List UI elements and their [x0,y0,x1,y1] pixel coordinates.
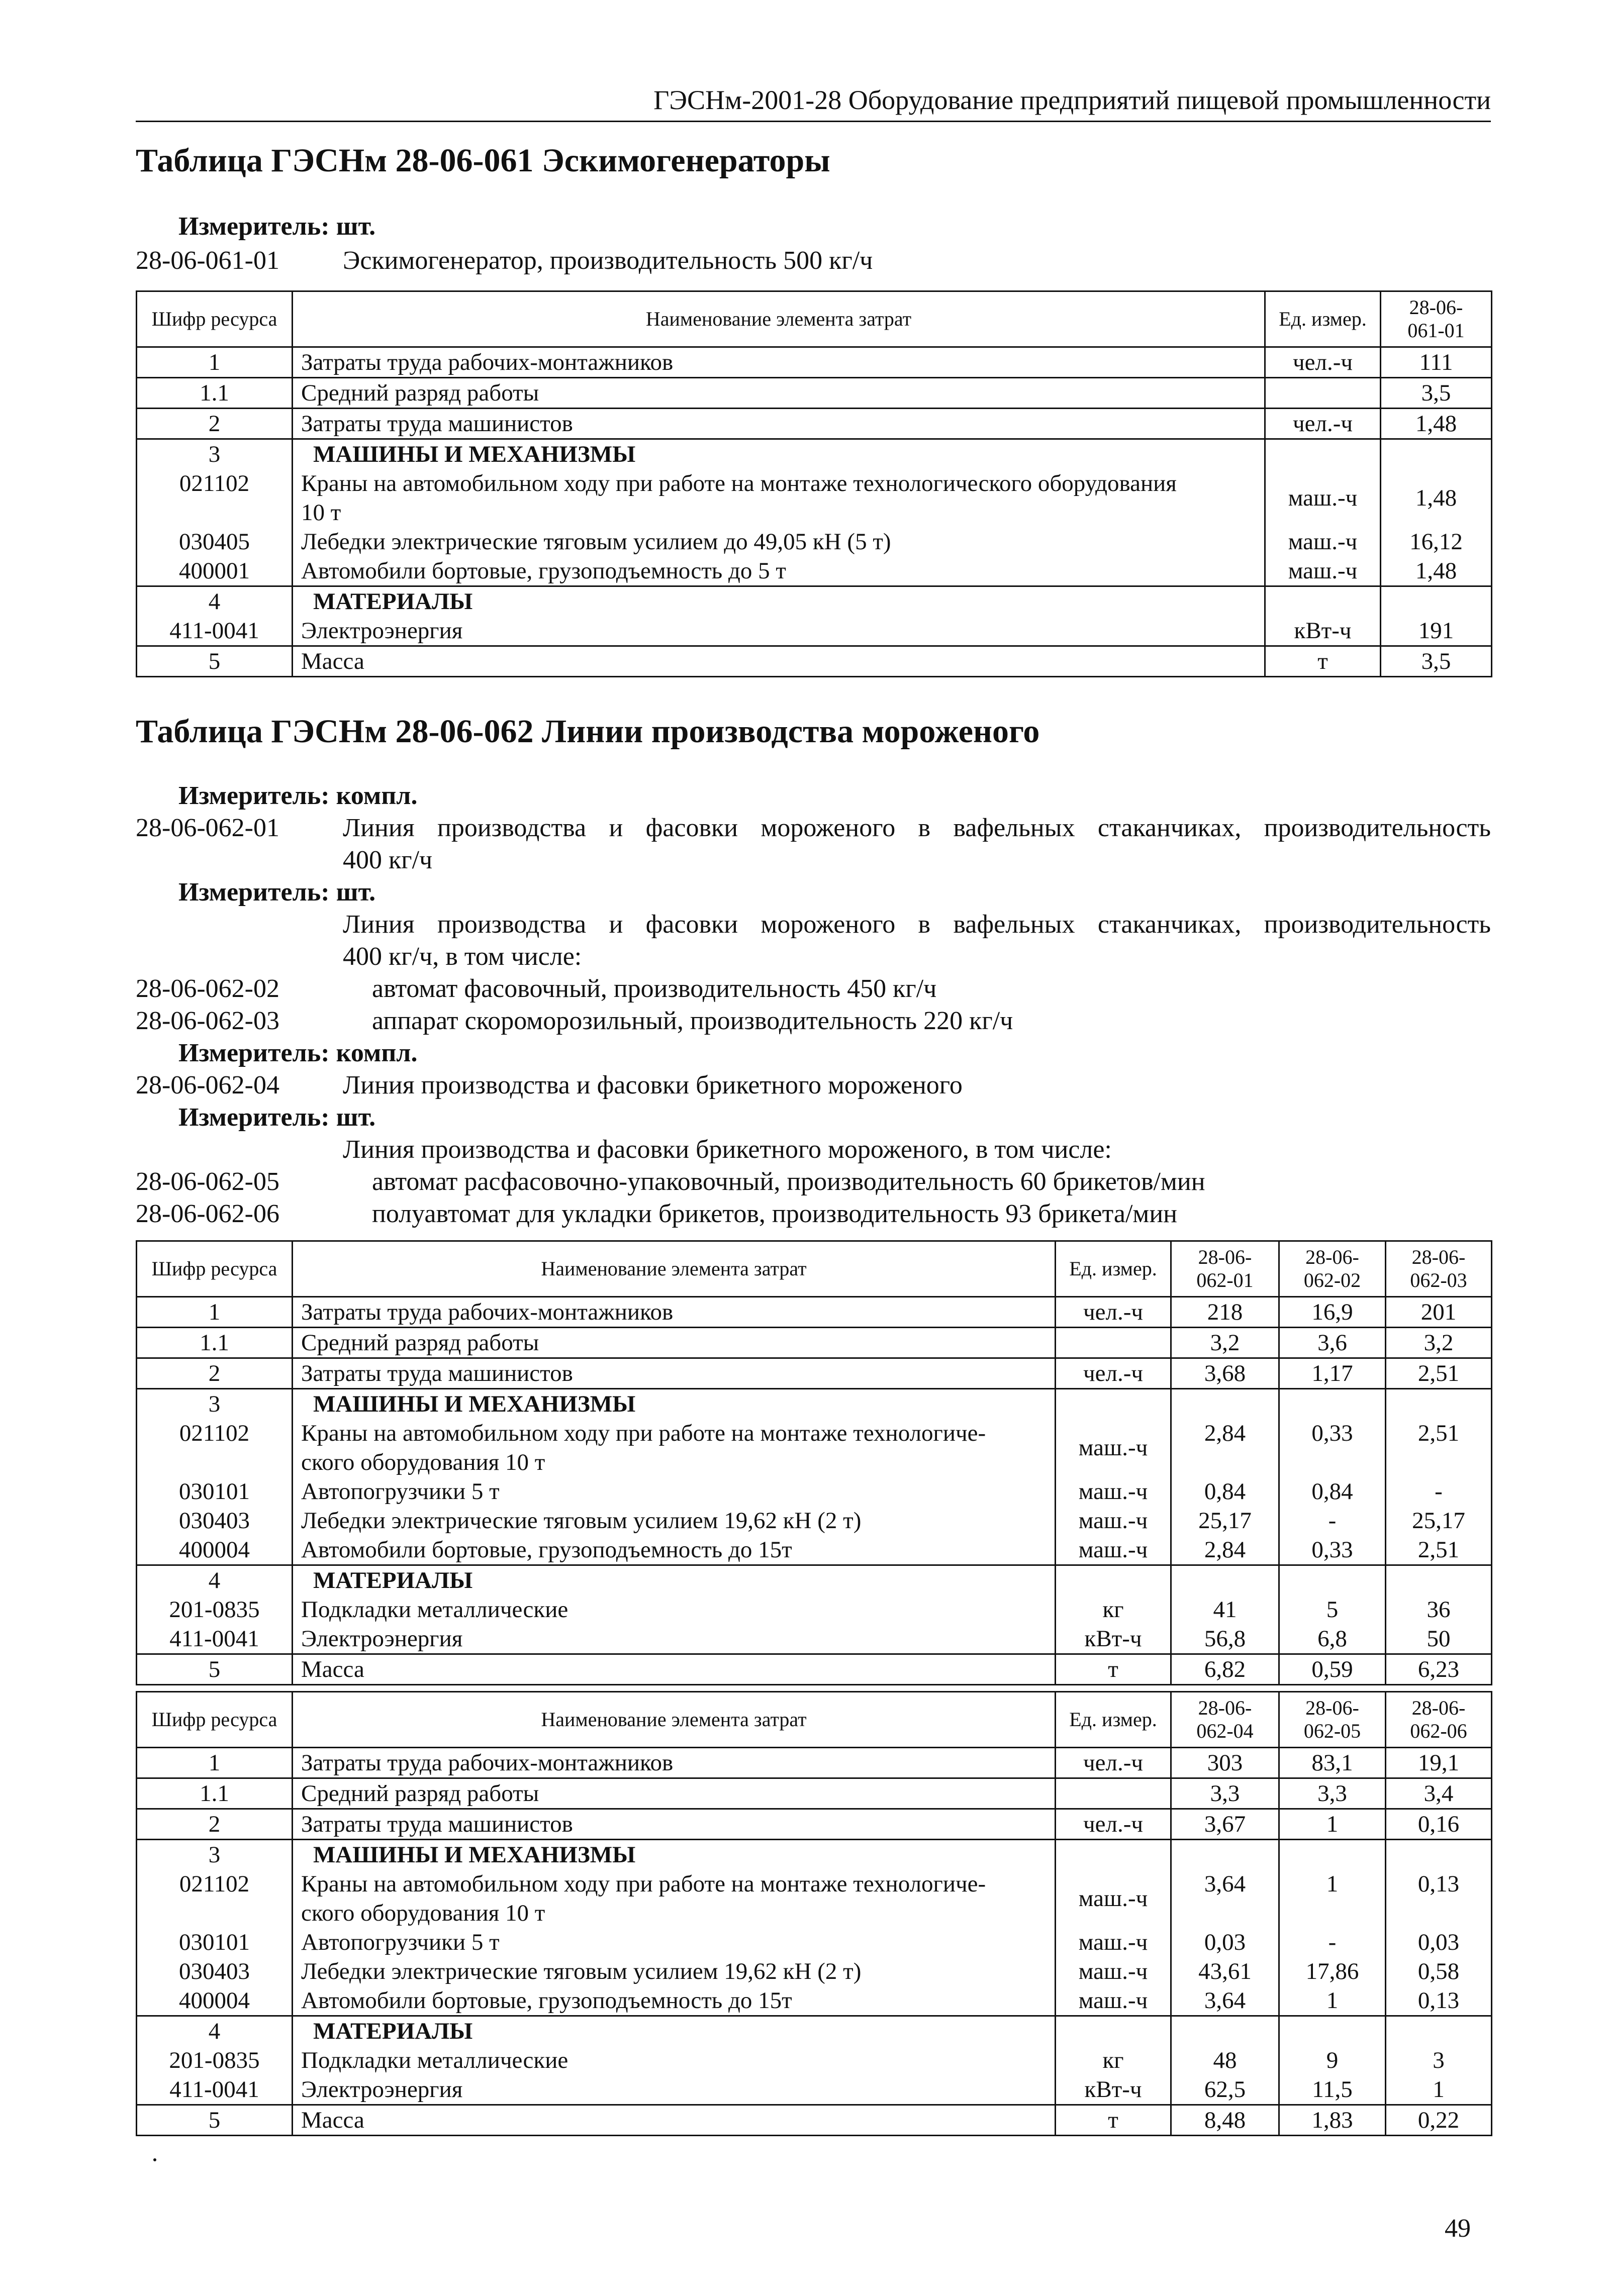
unit-cell: маш.-ч [1056,1506,1171,1535]
value-cell-1: 2,84 [1171,1535,1279,1565]
item-code: 28-06-062-05 [136,1167,279,1196]
item-description: аппарат скороморозильный, производительность 220 кг/ч [372,1007,1013,1035]
table-header-row [137,1692,1492,1748]
resource-code: 400004 [137,1986,293,2016]
table-row [137,646,1492,677]
resource-code: 4 [137,586,293,617]
value-cell: 1,48 [1381,469,1492,527]
table-row [137,1809,1492,1840]
resource-name: Затраты труда машинистов [293,409,1265,439]
unit-cell: чел.-ч [1265,347,1381,378]
header-divider [136,121,1491,122]
item-code: 28-06-062-02 [136,974,279,1003]
table-row [137,1778,1492,1809]
unit-cell [1056,2016,1171,2046]
resource-code: 4 [137,1565,293,1595]
col-header-name: Наименование элемента затрат [293,1241,1056,1297]
item-description-continued: 400 кг/ч [343,846,433,874]
value-cell-3: 0,03 [1386,1928,1492,1957]
unit-cell: чел.-ч [1056,1297,1171,1328]
table-row [137,1957,1492,1986]
unit-cell: т [1056,2105,1171,2136]
value-cell [1381,586,1492,617]
value-cell-3: 201 [1386,1297,1492,1328]
value-cell: 1,48 [1381,409,1492,439]
item-description: полуавтомат для укладки брикетов, производительность 93 брикета/мин [372,1200,1177,1228]
unit-cell: маш.-ч [1056,1535,1171,1565]
col-header-value-2: 28-06- 062-05 [1279,1692,1386,1748]
value-cell: 1,48 [1381,556,1492,586]
value-cell-1: 43,61 [1171,1957,1279,1986]
value-cell-3 [1386,1565,1492,1595]
value-cell-1: 3,64 [1171,1869,1279,1928]
table-row [137,2016,1492,2046]
value-cell-3: 0,22 [1386,2105,1492,2136]
value-cell-1 [1171,1840,1279,1870]
table2-title: Таблица ГЭСНм 28-06-062 Линии производства мороженого [136,713,1040,750]
table-row [137,439,1492,469]
table2-resources-part2 [136,1691,1492,2136]
unit-cell: маш.-ч [1265,556,1381,586]
resource-name: Краны на автомобильном ходу при работе на монтаже технологического оборудования 10 т [293,469,1265,527]
value-cell-2: 1,17 [1279,1358,1386,1389]
resource-code: 1 [137,347,293,378]
table-row [137,1654,1492,1685]
value-cell-1: 8,48 [1171,2105,1279,2136]
value-cell-3: 0,58 [1386,1957,1492,1986]
value-cell-3: 0,13 [1386,1869,1492,1928]
item-description: Линия производства и фасовки мороженого в вафельных стаканчиках, производительность [343,910,1491,939]
resource-name: Средний разряд работы [293,378,1265,409]
col-header-value: 28-06- 061-01 [1381,291,1492,347]
table-header-row [137,1241,1492,1297]
value-cell-2 [1279,2016,1386,2046]
resource-code: 021102 [137,469,293,527]
resource-name: Средний разряд работы [293,1778,1056,1809]
value-cell-2: 3,6 [1279,1328,1386,1358]
value-cell-3: 0,13 [1386,1986,1492,2016]
resource-code: 2 [137,1358,293,1389]
value-cell-2: 3,3 [1279,1778,1386,1809]
table-row [137,347,1492,378]
resource-name: Автопогрузчики 5 т [293,1477,1056,1506]
unit-cell: кВт-ч [1056,2075,1171,2105]
table-row [137,1419,1492,1477]
unit-cell [1265,586,1381,617]
resource-name: Средний разряд работы [293,1328,1056,1358]
table2-measure-block [136,780,1491,1228]
unit-cell: т [1265,646,1381,677]
resource-code: 1 [137,1748,293,1778]
value-cell-3 [1386,1389,1492,1419]
resource-code: 030403 [137,1957,293,1986]
unit-cell: чел.-ч [1056,1358,1171,1389]
value-cell-3: - [1386,1477,1492,1506]
value-cell-1: 0,03 [1171,1928,1279,1957]
unit-cell [1265,439,1381,469]
value-cell-3: 2,51 [1386,1358,1492,1389]
value-cell-3: 6,23 [1386,1654,1492,1685]
value-cell: 111 [1381,347,1492,378]
section-heading: МАТЕРИАЛЫ [293,586,1265,617]
value-cell-2: 83,1 [1279,1748,1386,1778]
table-row [137,556,1492,586]
unit-cell: маш.-ч [1265,469,1381,527]
value-cell-3: 3,2 [1386,1328,1492,1358]
value-cell-2: - [1279,1506,1386,1535]
table-row [137,1840,1492,1870]
table-row [137,1928,1492,1957]
table-row [137,1535,1492,1565]
col-header-name: Наименование элемента затрат [293,1692,1056,1748]
value-cell-2: 1 [1279,1809,1386,1840]
unit-cell [1056,1565,1171,1595]
table-row [137,1748,1492,1778]
resource-name: Краны на автомобильном ходу при работе на монтаже технологиче- ского оборудования 10 т [293,1419,1056,1477]
value-cell-1 [1171,2016,1279,2046]
value-cell-2: 0,59 [1279,1654,1386,1685]
col-header-code: Шифр ресурса [137,291,293,347]
value-cell-1: 25,17 [1171,1506,1279,1535]
running-header: ГЭСНм-2001-28 Оборудование предприятий пищевой промышленности [653,85,1491,115]
value-cell-2 [1279,1389,1386,1419]
unit-cell: т [1056,1654,1171,1685]
resource-name: Масса [293,2105,1056,2136]
item-description-continued: 400 кг/ч, в том числе: [343,942,582,971]
section-heading: МАТЕРИАЛЫ [293,1565,1056,1595]
resource-code: 411-0041 [137,616,293,646]
value-cell-3: 36 [1386,1595,1492,1624]
resource-code: 400004 [137,1535,293,1565]
value-cell-3: 2,51 [1386,1535,1492,1565]
col-header-unit: Ед. измер. [1056,1241,1171,1297]
unit-cell: кВт-ч [1265,616,1381,646]
resource-code: 4 [137,2016,293,2046]
table1-measure-block [136,211,1491,281]
value-cell-3: 3 [1386,2046,1492,2075]
resource-code: 3 [137,439,293,469]
item-description: Линия производства и фасовки брикетного мороженого [343,1071,963,1100]
resource-name: Автопогрузчики 5 т [293,1928,1056,1957]
value-cell-2 [1279,1840,1386,1870]
item-code: 28-06-062-01 [136,814,279,842]
value-cell-2: 0,33 [1279,1419,1386,1477]
resource-name: Электроэнергия [293,2075,1056,2105]
table-row [137,2075,1492,2105]
value-cell: 3,5 [1381,646,1492,677]
table-row [137,1624,1492,1654]
value-cell-3 [1386,1840,1492,1870]
value-cell-3: 19,1 [1386,1748,1492,1778]
item-description: автомат расфасовочно-упаковочный, производительность 60 брикетов/мин [372,1167,1205,1196]
resource-name: Лебедки электрические тяговым усилием 19,62 кН (2 т) [293,1506,1056,1535]
resource-code: 5 [137,1654,293,1685]
resource-name: Лебедки электрические тяговым усилием до 49,05 кН (5 т) [293,527,1265,556]
value-cell-2: 16,9 [1279,1297,1386,1328]
table-row [137,469,1492,527]
table-row [137,378,1492,409]
measure-label: Измеритель: шт. [178,212,376,241]
page-number: 49 [1445,2214,1471,2243]
resource-name: Затраты труда машинистов [293,1809,1056,1840]
resource-code: 400001 [137,556,293,586]
item-code: 28-06-062-03 [136,1007,279,1035]
unit-cell [1056,1840,1171,1870]
value-cell-1: 3,67 [1171,1809,1279,1840]
resource-code: 1.1 [137,1778,293,1809]
item-description: Линия производства и фасовки брикетного мороженого, в том числе: [343,1135,1112,1164]
value-cell-1: 303 [1171,1748,1279,1778]
value-cell [1381,439,1492,469]
item-code: 28-06-062-04 [136,1071,279,1100]
col-header-code: Шифр ресурса [137,1692,293,1748]
table-row [137,1986,1492,2016]
unit-cell [1056,1389,1171,1419]
col-header-code: Шифр ресурса [137,1241,293,1297]
col-header-unit: Ед. измер. [1265,291,1381,347]
unit-cell: кг [1056,1595,1171,1624]
resource-code: 030405 [137,527,293,556]
value-cell-2: 1 [1279,1986,1386,2016]
unit-cell: кВт-ч [1056,1624,1171,1654]
resource-name: Затраты труда рабочих-монтажников [293,1297,1056,1328]
item-code: 28-06-062-06 [136,1200,279,1228]
value-cell-1: 62,5 [1171,2075,1279,2105]
table2-resources-part1 [136,1240,1492,1685]
resource-name: Затраты труда машинистов [293,1358,1056,1389]
section-heading: МАШИНЫ И МЕХАНИЗМЫ [293,439,1265,469]
col-header-name: Наименование элемента затрат [293,291,1265,347]
value-cell-2: 9 [1279,2046,1386,2075]
resource-name: Масса [293,646,1265,677]
value-cell-2: 5 [1279,1595,1386,1624]
value-cell-2: - [1279,1928,1386,1957]
value-cell-1: 0,84 [1171,1477,1279,1506]
col-header-unit: Ед. измер. [1056,1692,1171,1748]
unit-cell: маш.-ч [1056,1869,1171,1928]
item-code: 28-06-061-01 [136,246,279,275]
value-cell-2: 6,8 [1279,1624,1386,1654]
resource-code: 021102 [137,1869,293,1928]
value-cell-3 [1386,2016,1492,2046]
col-header-value-2: 28-06- 062-02 [1279,1241,1386,1297]
unit-cell: чел.-ч [1265,409,1381,439]
value-cell-3: 25,17 [1386,1506,1492,1535]
resource-code: 5 [137,646,293,677]
resource-code: 201-0835 [137,2046,293,2075]
value-cell-1: 218 [1171,1297,1279,1328]
value-cell-1: 41 [1171,1595,1279,1624]
table-row [137,2105,1492,2136]
unit-cell: маш.-ч [1056,1928,1171,1957]
resource-code: 3 [137,1389,293,1419]
unit-cell: маш.-ч [1265,527,1381,556]
unit-cell: кг [1056,2046,1171,2075]
unit-cell: маш.-ч [1056,1419,1171,1477]
value-cell-1: 6,82 [1171,1654,1279,1685]
value-cell-3: 2,51 [1386,1419,1492,1477]
measure-label: Измеритель: шт. [178,878,376,907]
unit-cell [1056,1778,1171,1809]
resource-name: Автомобили бортовые, грузоподъемность до 15т [293,1986,1056,2016]
resource-code: 1.1 [137,378,293,409]
unit-cell [1265,378,1381,409]
value-cell-3: 0,16 [1386,1809,1492,1840]
resource-code: 030403 [137,1506,293,1535]
resource-name: Электроэнергия [293,1624,1056,1654]
resource-code: 2 [137,409,293,439]
value-cell-2: 11,5 [1279,2075,1386,2105]
unit-cell: маш.-ч [1056,1986,1171,2016]
table-header-row [137,291,1492,347]
value-cell-1 [1171,1389,1279,1419]
unit-cell: чел.-ч [1056,1748,1171,1778]
table-row [137,527,1492,556]
value-cell: 191 [1381,616,1492,646]
resource-name: Электроэнергия [293,616,1265,646]
resource-name: Автомобили бортовые, грузоподъемность до 15т [293,1535,1056,1565]
value-cell-1: 2,84 [1171,1419,1279,1477]
value-cell-1: 56,8 [1171,1624,1279,1654]
measure-label: Измеритель: компл. [178,781,418,810]
resource-name: Лебедки электрические тяговым усилием 19,62 кН (2 т) [293,1957,1056,1986]
value-cell-2: 0,84 [1279,1477,1386,1506]
item-description: Линия производства и фасовки мороженого в вафельных стаканчиках, производительность [343,814,1491,842]
value-cell-2: 1,83 [1279,2105,1386,2136]
value-cell: 16,12 [1381,527,1492,556]
value-cell-1: 3,64 [1171,1986,1279,2016]
unit-cell [1056,1328,1171,1358]
resource-name: Автомобили бортовые, грузоподъемность до 5 т [293,556,1265,586]
item-description: автомат фасовочный, производительность 450 кг/ч [372,974,937,1003]
scan-speck [153,2158,156,2161]
section-heading: МАШИНЫ И МЕХАНИЗМЫ [293,1389,1056,1419]
table-row [137,1297,1492,1328]
table-row [137,1358,1492,1389]
table-row [137,2046,1492,2075]
resource-code: 5 [137,2105,293,2136]
measure-label: Измеритель: компл. [178,1039,418,1067]
unit-cell: маш.-ч [1056,1477,1171,1506]
resource-code: 1 [137,1297,293,1328]
unit-cell: чел.-ч [1056,1809,1171,1840]
value-cell-1: 48 [1171,2046,1279,2075]
resource-name: Подкладки металлические [293,2046,1056,2075]
table-row [137,1869,1492,1928]
resource-name: Масса [293,1654,1056,1685]
value-cell-1: 3,2 [1171,1328,1279,1358]
resource-code: 030101 [137,1928,293,1957]
table-row [137,1389,1492,1419]
value-cell-2: 0,33 [1279,1535,1386,1565]
resource-code: 030101 [137,1477,293,1506]
section-heading: МАТЕРИАЛЫ [293,2016,1056,2046]
resource-code: 2 [137,1809,293,1840]
table-row [137,1506,1492,1535]
resource-name: Подкладки металлические [293,1595,1056,1624]
col-header-value-3: 28-06- 062-06 [1386,1692,1492,1748]
col-header-value-1: 28-06- 062-04 [1171,1692,1279,1748]
section-heading: МАШИНЫ И МЕХАНИЗМЫ [293,1840,1056,1870]
table-row [137,409,1492,439]
value-cell-1: 3,68 [1171,1358,1279,1389]
resource-code: 411-0041 [137,1624,293,1654]
value-cell-2 [1279,1565,1386,1595]
col-header-value-3: 28-06- 062-03 [1386,1241,1492,1297]
resource-code: 3 [137,1840,293,1870]
resource-code: 411-0041 [137,2075,293,2105]
value-cell-2: 1 [1279,1869,1386,1928]
col-header-value-1: 28-06- 062-01 [1171,1241,1279,1297]
resource-code: 021102 [137,1419,293,1477]
table-row [137,1565,1492,1595]
unit-cell: маш.-ч [1056,1957,1171,1986]
value-cell-1 [1171,1565,1279,1595]
table-row [137,1477,1492,1506]
table-row [137,1328,1492,1358]
table1-title: Таблица ГЭСНм 28-06-061 Эскимогенераторы [136,142,830,179]
value-cell-3: 1 [1386,2075,1492,2105]
resource-code: 1.1 [137,1328,293,1358]
resource-name: Затраты труда рабочих-монтажников [293,1748,1056,1778]
value-cell: 3,5 [1381,378,1492,409]
table-row [137,1595,1492,1624]
table-row [137,586,1492,617]
value-cell-3: 50 [1386,1624,1492,1654]
resource-name: Краны на автомобильном ходу при работе на монтаже технологиче- ского оборудования 10 т [293,1869,1056,1928]
table1-resources [136,290,1492,677]
resource-name: Затраты труда рабочих-монтажников [293,347,1265,378]
measure-label: Измеритель: шт. [178,1103,376,1132]
resource-code: 201-0835 [137,1595,293,1624]
value-cell-3: 3,4 [1386,1778,1492,1809]
value-cell-2: 17,86 [1279,1957,1386,1986]
table-row [137,616,1492,646]
item-description: Эскимогенератор, производительность 500 кг/ч [343,246,873,275]
value-cell-1: 3,3 [1171,1778,1279,1809]
document-page [136,0,1491,2296]
